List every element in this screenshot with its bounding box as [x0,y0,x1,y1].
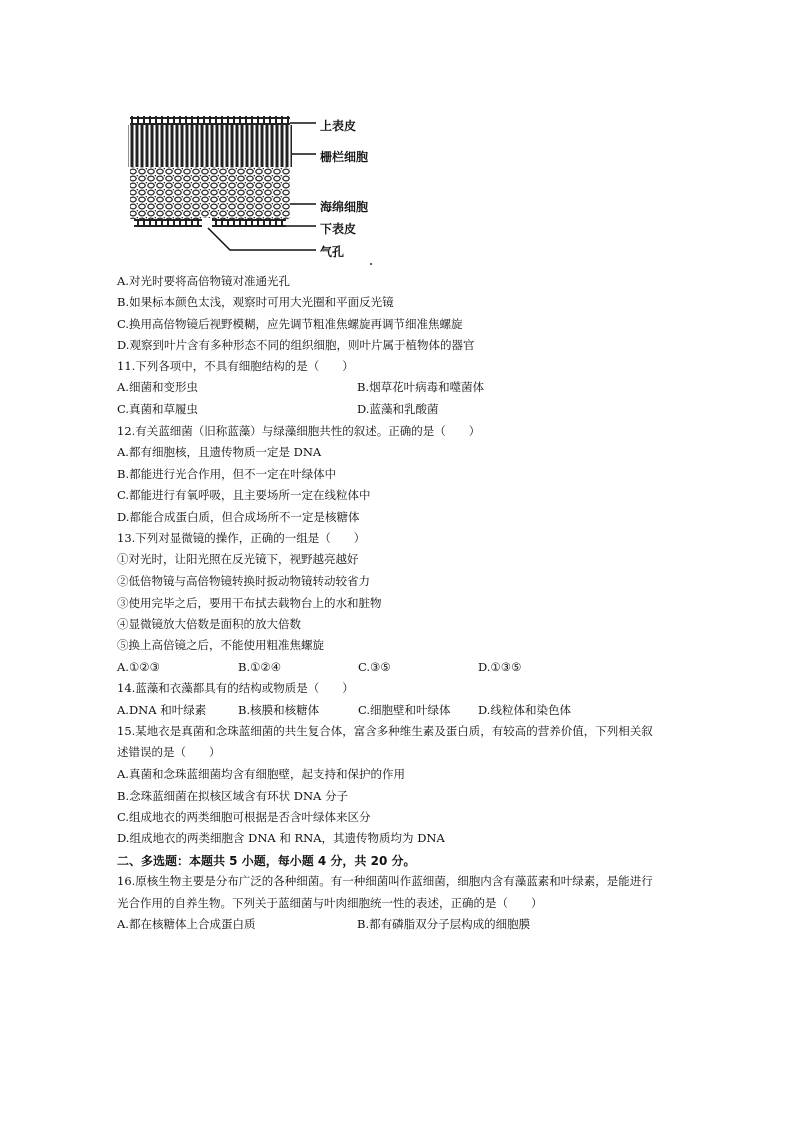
q11-option-c: C.真菌和草履虫 [117,402,199,416]
q13-item-4: ④显微镜放大倍数是面积的放大倍数 [117,617,301,631]
q15-stem-line1: 15.某地衣是真菌和念珠蓝细菌的共生复合体，富含多种维生素及蛋白质，有较高的营养价值，下列相关叙 [117,724,653,738]
q16-option-a: A.都在核糖体上合成蛋白质 [117,917,256,931]
leaf-section-diagram [120,112,390,272]
q16-stem-line1: 16.原核生物主要是分布广泛的各种细菌。有一种细菌叫作蓝细菌，细胞内含有藻蓝素和叶绿素，是能进行 [117,874,653,888]
label-palisade-cells: 栅栏细胞 [320,150,369,164]
label-stoma: 气孔 [320,245,345,259]
q11-option-b: B.烟草花叶病毒和噬菌体 [357,380,485,394]
q14-option-b: B.核膜和核糖体 [238,703,320,717]
q12-stem: 12.有关蓝细菌（旧称蓝藻）与绿藻细胞共性的叙述。正确的是（ ） [117,424,481,438]
q13-option-c: C.③⑤ [358,660,391,674]
q13-option-d: D.①③⑤ [478,660,522,674]
q13-option-b: B.①②④ [238,660,282,674]
q15-option-c: C.组成地衣的两类细胞可根据是否含叶绿体来区分 [117,810,371,824]
q13-item-5: ⑤换上高倍镜之后，不能使用粗准焦螺旋 [117,638,324,652]
q10-option-d: D.观察到叶片含有多种形态不同的组织细胞，则叶片属于植物体的器官 [117,338,475,352]
q14-stem: 14.蓝藻和衣藻都具有的结构或物质是（ ） [117,681,354,695]
q10-option-a: A.对光时要将高倍物镜对准通光孔 [117,274,290,288]
q11-option-a: A.细菌和变形虫 [117,380,198,394]
spongy-layer [130,167,290,219]
palisade-layer [128,125,292,167]
q16-option-b: B.都有磷脂双分子层构成的细胞膜 [357,917,531,931]
q12-option-c: C.都能进行有氧呼吸，且主要场所一定在线粒体中 [117,488,371,502]
q13-item-1: ①对光时，让阳光照在反光镜下，视野越亮越好 [117,552,359,566]
label-upper-epidermis: 上表皮 [320,119,357,133]
q13-item-3: ③使用完毕之后，要用干布拭去载物台上的水和脏物 [117,596,382,610]
q15-option-b: B.念珠蓝细菌在拟核区域含有环状 DNA 分子 [117,789,349,803]
q12-option-d: D.都能合成蛋白质，但合成场所不一定是核糖体 [117,510,360,524]
label-lower-epidermis: 下表皮 [320,222,357,236]
q13-stem: 13.下列对显微镜的操作，正确的一组是（ ） [117,531,366,545]
q13-item-2: ②低倍物镜与高倍物镜转换时扳动物镜转动较省力 [117,574,370,588]
q11-option-d: D.蓝藻和乳酸菌 [357,402,439,416]
q14-option-a: A.DNA 和叶绿素 [117,703,207,717]
stoma [202,218,212,228]
q10-option-b: B.如果标本颜色太浅，观察时可用大光圈和平面反光镜 [117,295,394,309]
q14-option-d: D.线粒体和染色体 [478,703,571,717]
leaf-cross-section-figure [120,112,390,272]
q10-option-c: C.换用高倍物镜后视野模糊，应先调节粗准焦螺旋再调节细准焦螺旋 [117,317,463,331]
q13-option-a: A.①②③ [117,660,160,674]
q15-option-a: A.真菌和念珠蓝细菌均含有细胞壁，起支持和保护的作用 [117,767,405,781]
q14-option-c: C.细胞壁和叶绿体 [358,703,451,717]
q16-stem-line2: 光合作用的自养生物。下列关于蓝细菌与叶肉细胞统一性的表述，正确的是（ ） [117,896,543,910]
section-2-heading: 二、多选题：本题共 5 小题，每小题 4 分，共 20 分。 [117,854,416,868]
q12-option-b: B.都能进行光合作用，但不一定在叶绿体中 [117,467,337,481]
upper-epidermis-layer [130,116,290,125]
q11-stem: 11.下列各项中，不具有细胞结构的是（ ） [117,359,354,373]
q15-option-d: D.组成地衣的两类细胞含 DNA 和 RNA，其遗传物质均为 DNA [117,831,445,845]
label-spongy-cells: 海绵细胞 [320,200,369,214]
q12-option-a: A.都有细胞核，且遗传物质一定是 DNA [117,445,322,459]
q15-stem-line2: 述错误的是（ ） [117,745,221,759]
